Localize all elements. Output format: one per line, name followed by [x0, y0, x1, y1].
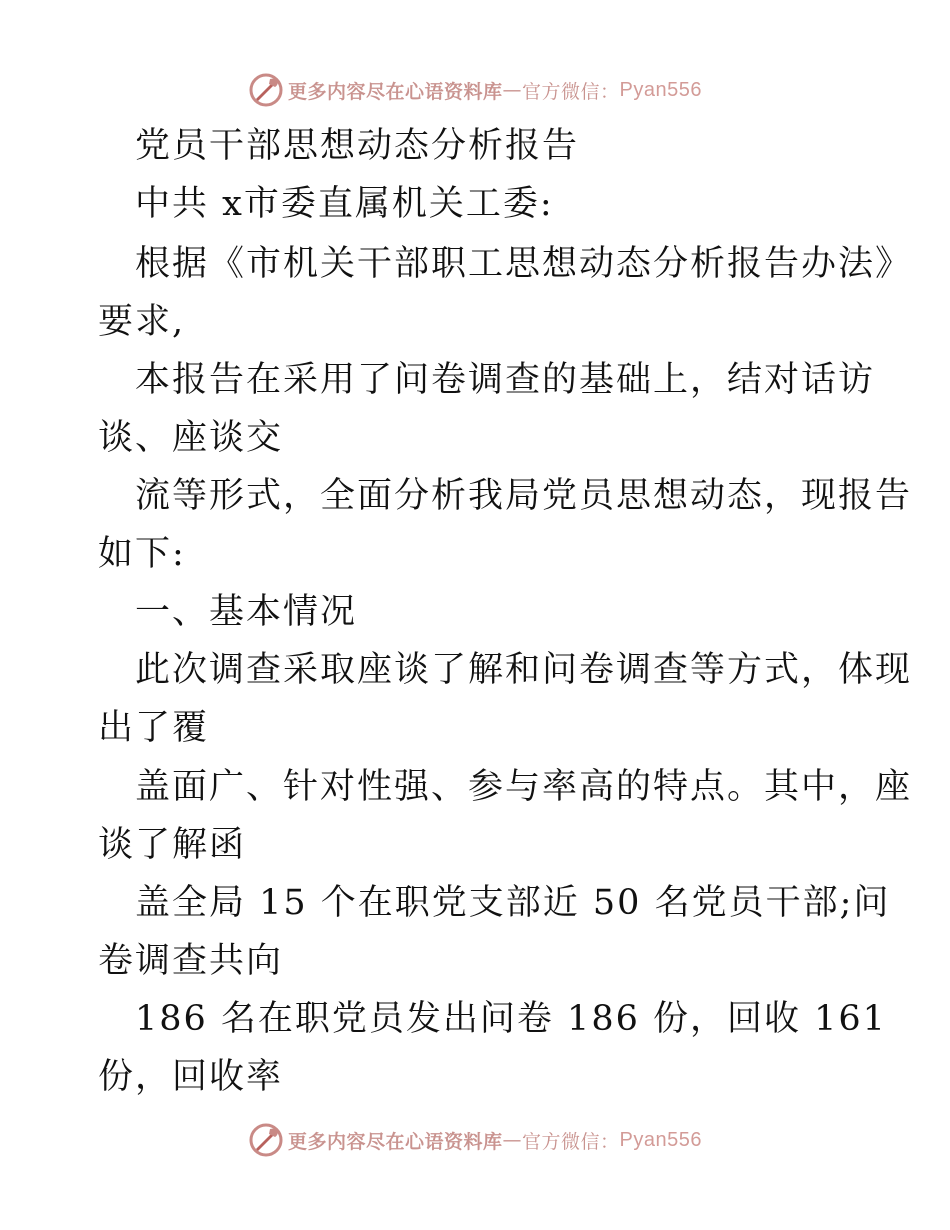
watermark-wechat-label: 官方微信： — [522, 1130, 620, 1153]
doc-line: 盖面广、针对性强、参与率高的特点。其中，座 — [135, 767, 913, 807]
doc-line: 186 名在职党员发出问卷 186 份，回收 161 — [135, 999, 887, 1039]
watermark-dash: — — [502, 1129, 523, 1151]
doc-title: 党员干部思想动态分析报告 — [135, 126, 580, 166]
watermark-wechat-label: 官方微信： — [522, 80, 620, 103]
doc-line: 份，回收率 — [98, 1057, 284, 1097]
quill-logo-icon — [248, 1122, 284, 1158]
watermark-brand: 更多内容尽在心语资料库 — [288, 1130, 503, 1153]
section-heading: 一、基本情况 — [135, 592, 358, 632]
watermark-brand: 更多内容尽在心语资料库 — [288, 80, 503, 103]
doc-line: 卷调查共向 — [98, 941, 284, 981]
doc-line: 如下: — [98, 534, 186, 574]
doc-line: 中共 x市委直属机关工委: — [135, 184, 554, 224]
doc-line: 流等形式，全面分析我局党员思想动态，现报告 — [135, 476, 913, 516]
watermark-wechat-id: Pyan556 — [619, 1128, 702, 1151]
doc-line: 谈了解函 — [98, 825, 247, 865]
doc-line: 要求, — [98, 302, 186, 342]
watermark-dash: — — [502, 79, 523, 101]
doc-line: 本报告在采用了问卷调查的基础上，结对话访 — [135, 360, 876, 400]
watermark-wechat-id: Pyan556 — [619, 78, 702, 101]
doc-line: 出了覆 — [98, 708, 210, 748]
footer-watermark — [0, 1120, 950, 1160]
doc-line: 谈、座谈交 — [98, 418, 284, 458]
doc-line: 根据《市机关干部职工思想动态分析报告办法》 — [135, 244, 913, 284]
doc-line: 此次调查采取座谈了解和问卷调查等方式，体现 — [135, 650, 913, 690]
doc-line: 盖全局 15 个在职党支部近 50 名党员干部;问 — [135, 883, 891, 923]
